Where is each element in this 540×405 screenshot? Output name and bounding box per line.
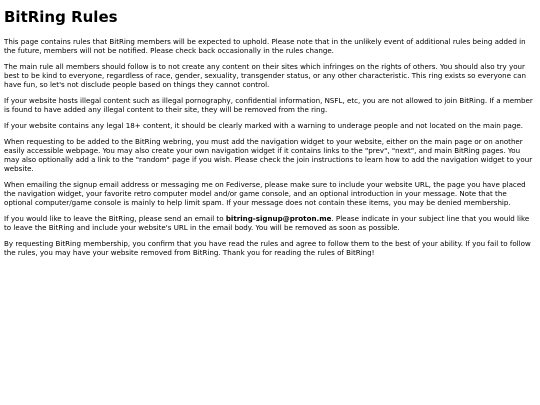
- adult-content-paragraph: If your website contains any legal 18+ content, it should be clearly marked with a warning to underage people and not located on the main page.: [4, 121, 523, 130]
- signup-email-address: bitring-signup@proton.me: [225, 214, 332, 223]
- closing-paragraph: By requesting BitRing membership, you confirm that you have read the rules and agree to follow them to the best of your ability. If you fail to follow the rules, you may have your website removed from BitRing. Thank you for reading the rules of BitRing!: [4, 239, 531, 257]
- page-title: BitRing Rules: [4, 8, 118, 26]
- signup-email-paragraph: When emailing the signup email address or messaging me on Fediverse, please make sure to include your website URL, the page you have placed the navigation widget, your favorite retro computer model and/or game console, and an optional introduction in your message. Note that the optional computer/game console is mainly to help limit spam. If your message does not contain these items, you may be denied membership.: [4, 180, 526, 207]
- main-rule-paragraph: The main rule all members should follow is to not create any content on their sites which infringes on the rights of others. You should also try your best to be kind to everyone, regardless of race, gender, sexuality, transgender status, or any other characteristic. This ring exists so everyone can have fun, so let's not disclude people based on things they cannot control.: [4, 62, 526, 89]
- navigation-widget-paragraph: When requesting to be added to the BitRing webring, you must add the navigation widget to your website, either on the main page or on another easily accessible webpage. You may also create your own navigation widget if it contains links to the "prev", "next", and main BitRing pages. You may also optionally add a link to the "random" page if you wish. Please check the join instructions to learn how to add the navigation widget to your website.: [4, 137, 533, 173]
- leave-text-after: . Please indicate in your subject line that you would like to leave the BitRing and include your website's URL in the email body. You will be removed as soon as possible.: [4, 214, 530, 232]
- intro-paragraph: This page contains rules that BitRing members will be expected to uphold. Please note that in the unlikely event of additional rules being added in the future, members will not be notified. Please check back occasionally in the rules change.: [4, 37, 526, 55]
- leave-text-before: If you would like to leave the BitRing, please send an email to: [4, 214, 226, 223]
- leave-paragraph: [4, 214, 536, 232]
- illegal-content-paragraph: If your website hosts illegal content such as illegal pornography, confidential information, NSFL, etc, you are not allowed to join BitRing. If a member is found to have added any illegal content to their site, they will be removed from the ring.: [4, 96, 533, 114]
